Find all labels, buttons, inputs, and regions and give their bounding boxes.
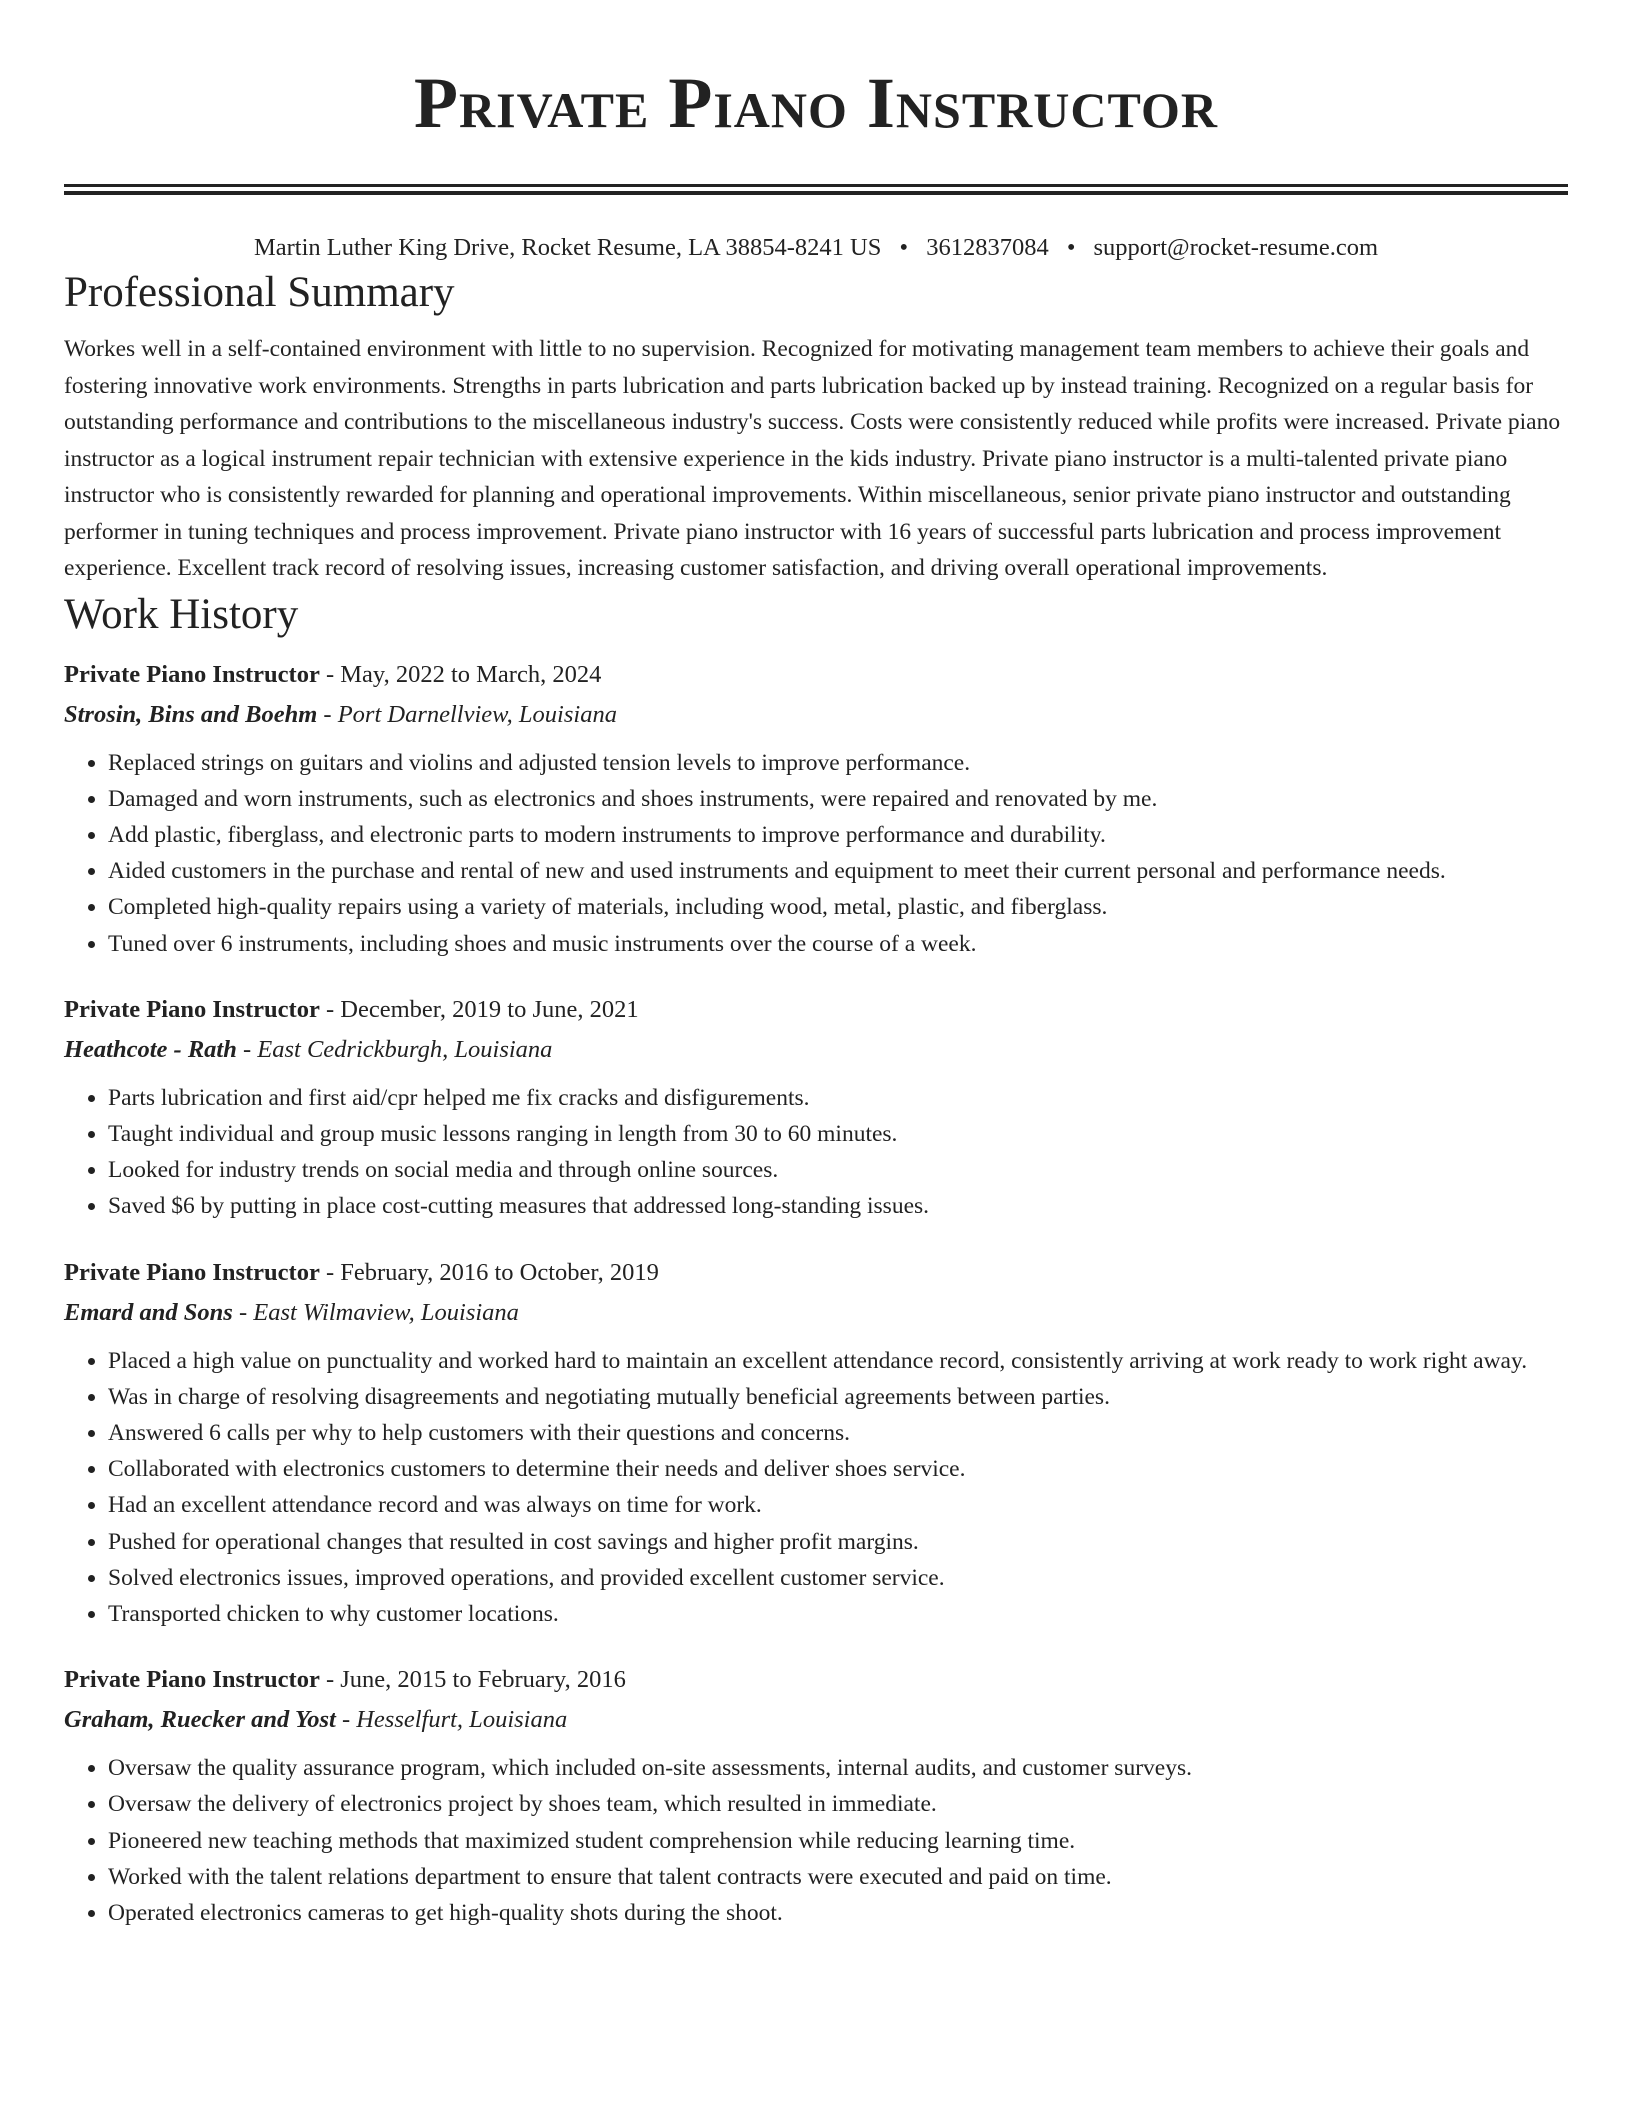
job-bullet: • Transported chicken to why customer locations. — [108, 1596, 1568, 1632]
job-bullet: • Completed high-quality repairs using a variety of materials, including wood, metal, plastic, and fiberglass. — [108, 889, 1568, 925]
contact-line — [64, 231, 1568, 265]
job-location: - East Cedrickburgh, Louisiana — [236, 1035, 553, 1063]
job-bullet: • Aided customers in the purchase and rental of new and used instruments and equipment to meet their current personal and performance needs. — [108, 853, 1568, 889]
contact-separator: • — [1066, 234, 1076, 261]
job-entry — [64, 990, 1568, 1225]
job-bullets — [64, 1080, 1568, 1225]
job-header — [64, 990, 1568, 1030]
job-bullets — [64, 1750, 1568, 1931]
job-bullet: • Taught individual and group music lessons ranging in length from 30 to 60 minutes. — [108, 1116, 1568, 1152]
job-company-line — [64, 695, 1568, 735]
contact-address: Martin Luther King Drive, Rocket Resume, LA 38854-8241 US — [253, 234, 882, 261]
job-bullet: • Add plastic, fiberglass, and electronic parts to modern instruments to improve performance and durability. — [108, 817, 1568, 853]
job-title: Private Piano Instructor — [64, 1666, 320, 1694]
work-history-list — [64, 655, 1568, 1932]
job-bullet: • Looked for industry trends on social media and through online sources. — [108, 1152, 1568, 1188]
job-company-line — [64, 1700, 1568, 1740]
job-entry — [64, 1660, 1568, 1931]
job-bullet: • Oversaw the delivery of electronics project by shoes team, which resulted in immediate. — [108, 1786, 1568, 1822]
job-bullet: • Pushed for operational changes that resulted in cost savings and higher profit margins. — [108, 1524, 1568, 1560]
job-dates: - December, 2019 to June, 2021 — [319, 995, 639, 1023]
job-title: Private Piano Instructor — [64, 660, 320, 688]
job-company-line — [64, 1293, 1568, 1333]
job-header — [64, 1253, 1568, 1293]
contact-email[interactable]: support@rocket-resume.com — [1093, 234, 1379, 261]
job-dates: - June, 2015 to February, 2016 — [319, 1666, 626, 1694]
job-bullet: • Parts lubrication and first aid/cpr helped me fix cracks and disfigurements. — [108, 1080, 1568, 1116]
job-header — [64, 1660, 1568, 1700]
job-bullet: • Replaced strings on guitars and violins and adjusted tension levels to improve performance. — [108, 745, 1568, 781]
job-entry — [64, 655, 1568, 962]
title-double-rule — [64, 184, 1568, 195]
summary-heading: Professional Summary — [64, 269, 455, 316]
job-location: - Port Darnellview, Louisiana — [317, 700, 617, 728]
job-bullet: • Damaged and worn instruments, such as electronics and shoes instruments, were repaired and renovated by me. — [108, 781, 1568, 817]
job-bullets — [64, 745, 1568, 962]
job-bullet: • Collaborated with electronics customers to determine their needs and deliver shoes service. — [108, 1451, 1568, 1487]
contact-separator: • — [899, 234, 909, 261]
job-company: Graham, Ruecker and Yost — [64, 1706, 336, 1734]
job-bullet: • Solved electronics issues, improved operations, and provided excellent customer service. — [108, 1560, 1568, 1596]
resume-title: Private Piano Instructor — [414, 63, 1218, 143]
job-entry — [64, 1253, 1568, 1633]
job-bullet: • Was in charge of resolving disagreements and negotiating mutually beneficial agreements between parties. — [108, 1379, 1568, 1415]
job-dates: - February, 2016 to October, 2019 — [319, 1258, 659, 1286]
job-bullet: • Saved $6 by putting in place cost-cutting measures that addressed long-standing issues. — [108, 1188, 1568, 1224]
job-company-line — [64, 1030, 1568, 1070]
job-title: Private Piano Instructor — [64, 995, 320, 1023]
job-dates: - May, 2022 to March, 2024 — [319, 660, 602, 688]
job-bullet: • Operated electronics cameras to get high-quality shots during the shoot. — [108, 1895, 1568, 1931]
job-bullet: • Placed a high value on punctuality and worked hard to maintain an excellent attendance record, consistently arriving at work ready to work right away. — [108, 1343, 1568, 1379]
job-company: Emard and Sons — [64, 1298, 233, 1326]
job-bullet: • Pioneered new teaching methods that maximized student comprehension while reducing learning time. — [108, 1823, 1568, 1859]
job-bullets — [64, 1343, 1568, 1633]
work-history-heading: Work History — [64, 590, 299, 638]
contact-phone: 3612837084 — [926, 234, 1049, 261]
job-company: Heathcote - Rath — [64, 1035, 237, 1063]
job-location: - East Wilmaview, Louisiana — [232, 1298, 519, 1326]
job-bullet: • Worked with the talent relations department to ensure that talent contracts were executed and paid on time. — [108, 1859, 1568, 1895]
job-bullet: • Tuned over 6 instruments, including shoes and music instruments over the course of a week. — [108, 926, 1568, 962]
job-company: Strosin, Bins and Boehm — [64, 700, 318, 728]
job-location: - Hesselfurt, Louisiana — [335, 1706, 568, 1734]
job-bullet: • Answered 6 calls per why to help customers with their questions and concerns. — [108, 1415, 1568, 1451]
job-title: Private Piano Instructor — [64, 1258, 320, 1286]
job-header — [64, 655, 1568, 695]
job-bullet: • Oversaw the quality assurance program, which included on-site assessments, internal audits, and customer surveys. — [108, 1750, 1568, 1786]
summary-text: Workes well in a self-contained environment with little to no supervision. Recognized for motivating management team members to achieve their goals and fostering innovative work environments. Strengths in parts lubrication and parts lubrication backed up by instead training. Recognized on a regular basis for outstanding performance and contributions to the miscellaneous industry's success. Costs were consistently reduced while profits were increased. Private piano instructor as a logical instrument repair technician with extensive experience in the kids industry. Private piano instructor is a multi-talented private piano instructor who is consistently rewarded for planning and operational improvements. Within miscellaneous, senior private piano instructor and outstanding performer in tuning techniques and process improvement. Private piano instructor with 16 years of successful parts lubrication and process improvement experience. Excellent track record of resolving issues, increasing customer satisfaction, and driving overall operational improvements. — [64, 336, 1561, 581]
job-bullet: • Had an excellent attendance record and was always on time for work. — [108, 1487, 1568, 1523]
